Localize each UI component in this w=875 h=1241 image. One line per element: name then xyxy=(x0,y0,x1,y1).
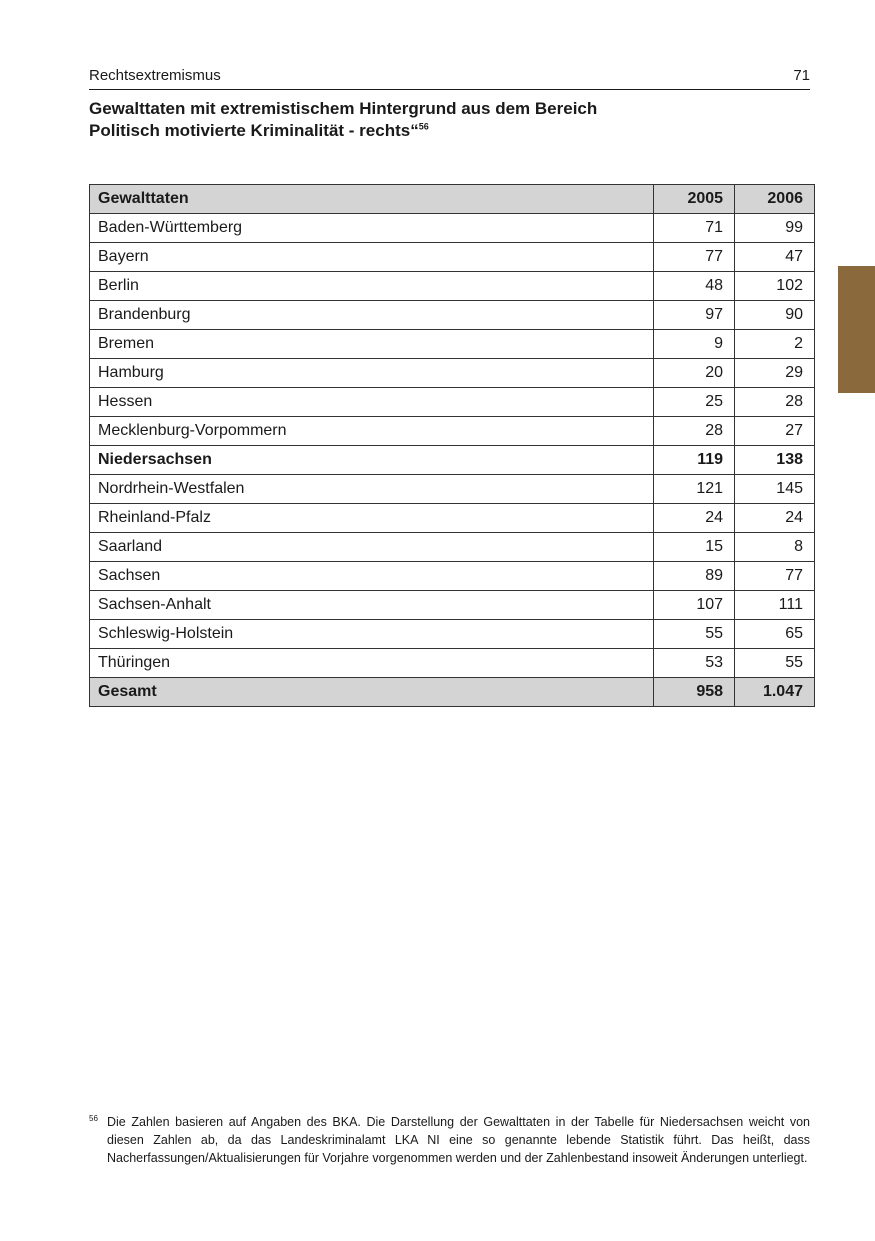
value-2005-cell: 15 xyxy=(654,533,735,562)
state-cell: Berlin xyxy=(90,272,654,301)
value-2005-cell: 53 xyxy=(654,649,735,678)
value-2006-cell: 47 xyxy=(735,243,815,272)
table-row xyxy=(90,301,815,330)
value-2006-cell: 28 xyxy=(735,388,815,417)
table-header-row xyxy=(90,185,815,214)
value-2005-cell: 9 xyxy=(654,330,735,359)
total-2005: 958 xyxy=(654,678,735,707)
table-row xyxy=(90,388,815,417)
value-2005-cell: 28 xyxy=(654,417,735,446)
title-footnote-ref: 56 xyxy=(418,121,429,132)
column-header-2006: 2006 xyxy=(735,185,815,214)
value-2005-cell: 25 xyxy=(654,388,735,417)
value-2006-cell: 65 xyxy=(735,620,815,649)
table-row xyxy=(90,620,815,649)
table-row xyxy=(90,243,815,272)
table-row xyxy=(90,330,815,359)
table-row xyxy=(90,562,815,591)
state-cell: Hamburg xyxy=(90,359,654,388)
value-2005-cell: 89 xyxy=(654,562,735,591)
state-cell: Hessen xyxy=(90,388,654,417)
value-2006-cell: 24 xyxy=(735,504,815,533)
state-cell: Rheinland-Pfalz xyxy=(90,504,654,533)
value-2006-cell: 90 xyxy=(735,301,815,330)
value-2006-cell: 102 xyxy=(735,272,815,301)
state-cell: Saarland xyxy=(90,533,654,562)
footnote-text: Die Zahlen basieren auf Angaben des BKA. Die Darstellung der Gewalttaten in der Tabelle für Niedersachsen weicht von diesen Zahlen ab, da das Landeskriminalamt LKA NI eine so genannte lebende Statistik führt. Das heißt, dass Nacherfassungen/Aktualisierungen für Vorjahre vorgenommen werden und der Zahlenbestand insoweit Änderungen unterliegt. xyxy=(107,1115,810,1165)
table-row xyxy=(90,446,815,475)
value-2005-cell: 119 xyxy=(654,446,735,475)
table-title-line-1: Gewalttaten mit extremistischem Hintergrund aus dem Bereich xyxy=(89,99,598,118)
chapter-side-tab xyxy=(838,266,875,393)
value-2006-cell: 55 xyxy=(735,649,815,678)
value-2006-cell: 138 xyxy=(735,446,815,475)
table-row xyxy=(90,533,815,562)
value-2006-cell: 111 xyxy=(735,591,815,620)
value-2006-cell: 77 xyxy=(735,562,815,591)
total-label: Gesamt xyxy=(90,678,654,707)
footnote-mark: 56 xyxy=(89,1114,98,1123)
footnote xyxy=(89,1113,810,1167)
value-2005-cell: 71 xyxy=(654,214,735,243)
table-row xyxy=(90,272,815,301)
table-row xyxy=(90,417,815,446)
section-title: Rechtsextremismus xyxy=(89,67,221,84)
state-cell: Schleswig-Holstein xyxy=(90,620,654,649)
value-2006-cell: 8 xyxy=(735,533,815,562)
column-header-category: Gewalttaten xyxy=(90,185,654,214)
value-2005-cell: 20 xyxy=(654,359,735,388)
table-total-row xyxy=(90,678,815,707)
value-2005-cell: 77 xyxy=(654,243,735,272)
table-row xyxy=(90,214,815,243)
state-cell: Nordrhein-Westfalen xyxy=(90,475,654,504)
value-2005-cell: 97 xyxy=(654,301,735,330)
table-row xyxy=(90,591,815,620)
page-number: 71 xyxy=(793,67,810,84)
violence-statistics-table xyxy=(89,184,815,707)
value-2005-cell: 121 xyxy=(654,475,735,504)
value-2005-cell: 55 xyxy=(654,620,735,649)
column-header-2005: 2005 xyxy=(654,185,735,214)
state-cell: Bayern xyxy=(90,243,654,272)
state-cell: Mecklenburg-Vorpommern xyxy=(90,417,654,446)
value-2005-cell: 48 xyxy=(654,272,735,301)
value-2006-cell: 145 xyxy=(735,475,815,504)
state-cell: Niedersachsen xyxy=(90,446,654,475)
state-cell: Baden-Württemberg xyxy=(90,214,654,243)
value-2005-cell: 24 xyxy=(654,504,735,533)
table-body xyxy=(90,214,815,678)
value-2006-cell: 99 xyxy=(735,214,815,243)
value-2006-cell: 29 xyxy=(735,359,815,388)
state-cell: Brandenburg xyxy=(90,301,654,330)
value-2006-cell: 27 xyxy=(735,417,815,446)
state-cell: Thüringen xyxy=(90,649,654,678)
table-title-line-2: Politisch motivierte Kriminalität - rechts“ xyxy=(89,121,419,140)
value-2006-cell: 2 xyxy=(735,330,815,359)
state-cell: Sachsen xyxy=(90,562,654,591)
table-row xyxy=(90,649,815,678)
table-row xyxy=(90,359,815,388)
total-2006: 1.047 xyxy=(735,678,815,707)
table-row xyxy=(90,475,815,504)
running-header xyxy=(89,66,810,90)
value-2005-cell: 107 xyxy=(654,591,735,620)
table-title xyxy=(89,98,789,142)
table-row xyxy=(90,504,815,533)
state-cell: Bremen xyxy=(90,330,654,359)
state-cell: Sachsen-Anhalt xyxy=(90,591,654,620)
